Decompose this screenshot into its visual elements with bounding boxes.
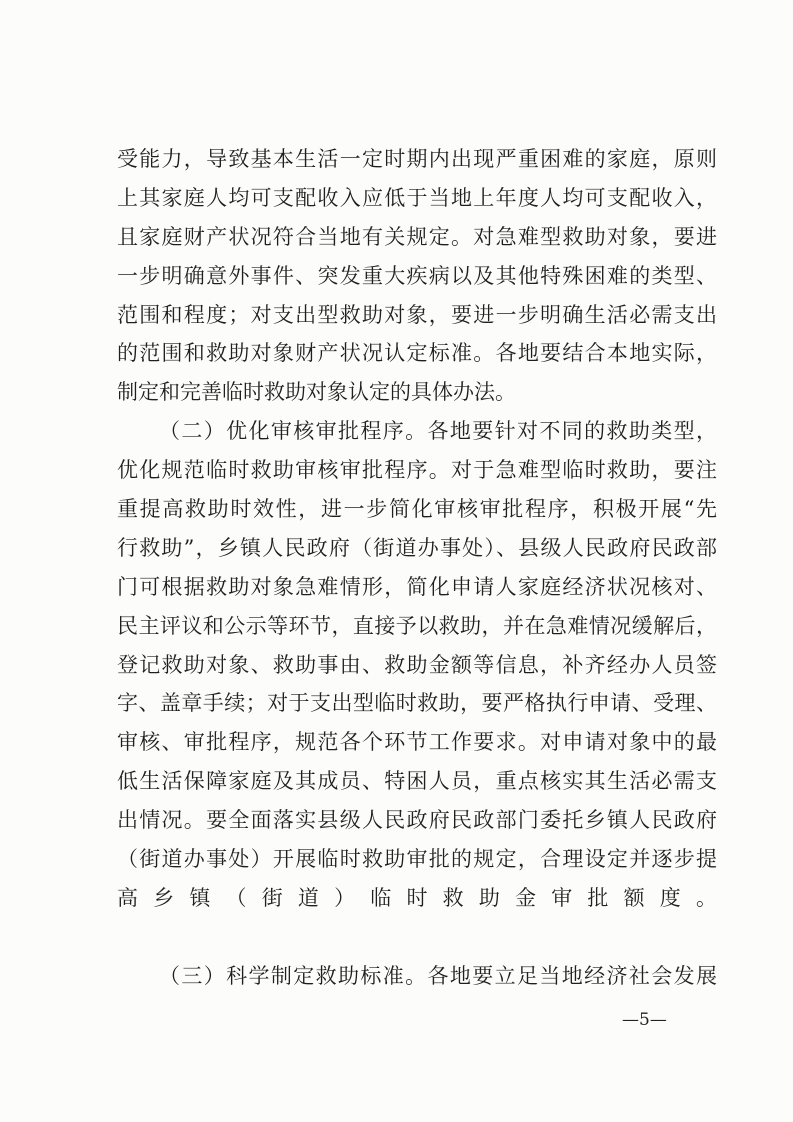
text-line: 出情况。要全面落实县级人民政府民政部门委托乡镇人民政府 bbox=[117, 808, 717, 833]
text-line: 高乡镇（街道）临时救助金审批额度。 bbox=[117, 885, 717, 910]
text-line: 行救助”，乡镇人民政府（街道办事处）、县级人民政府民政部 bbox=[117, 535, 717, 560]
text-line: 登记救助对象、救助事由、救助金额等信息，补齐经办人员签 bbox=[117, 652, 717, 677]
text-line: 审核、审批程序，规范各个环节工作要求。对申请对象中的最 bbox=[117, 730, 717, 755]
text-line: 字、盖章手续；对于支出型临时救助，要严格执行申请、受理、 bbox=[117, 691, 717, 716]
document-body bbox=[117, 140, 717, 996]
text-line: 制定和完善临时救助对象认定的具体办法。 bbox=[117, 380, 516, 405]
text-line: 重提高救助时效性，进一步简化审核审批程序，积极开展“先 bbox=[117, 497, 717, 522]
text-line bbox=[117, 918, 717, 957]
text-line: 民主评议和公示等环节，直接予以救助，并在急难情况缓解后， bbox=[117, 613, 717, 638]
text-line: 受能力，导致基本生活一定时期内出现严重困难的家庭，原则 bbox=[117, 147, 717, 171]
text-line: 范围和程度；对支出型救助对象，要进一步明确生活必需支出 bbox=[117, 302, 717, 327]
text-line: 一步明确意外事件、突发重大疾病以及其他特殊困难的类型、 bbox=[117, 263, 717, 288]
text-line: 低生活保障家庭及其成员、特困人员，重点核实其生活必需支 bbox=[117, 769, 717, 794]
page-number: —5— bbox=[622, 1010, 667, 1030]
text-line: 优化规范临时救助审核审批程序。对于急难型临时救助，要注 bbox=[117, 458, 717, 483]
text-line: （街道办事处）开展临时救助审批的规定，合理设定并逐步提 bbox=[117, 847, 717, 872]
text-line: 上其家庭人均可支配收入应低于当地上年度人均可支配收入， bbox=[117, 185, 717, 210]
text-line: 门可根据救助对象急难情形，简化申请人家庭经济状况核对、 bbox=[117, 574, 717, 599]
paragraph-heading-line: （二）优化审核审批程序。各地要针对不同的救助类型， bbox=[159, 419, 717, 444]
paragraph-heading-line: （三）科学制定救助标准。各地要立足当地经济社会发展 bbox=[159, 963, 717, 988]
text-line: 且家庭财产状况符合当地有关规定。对急难型救助对象，要进 bbox=[117, 224, 717, 249]
text-line: 的范围和救助对象财产状况认定标准。各地要结合本地实际， bbox=[117, 341, 717, 366]
